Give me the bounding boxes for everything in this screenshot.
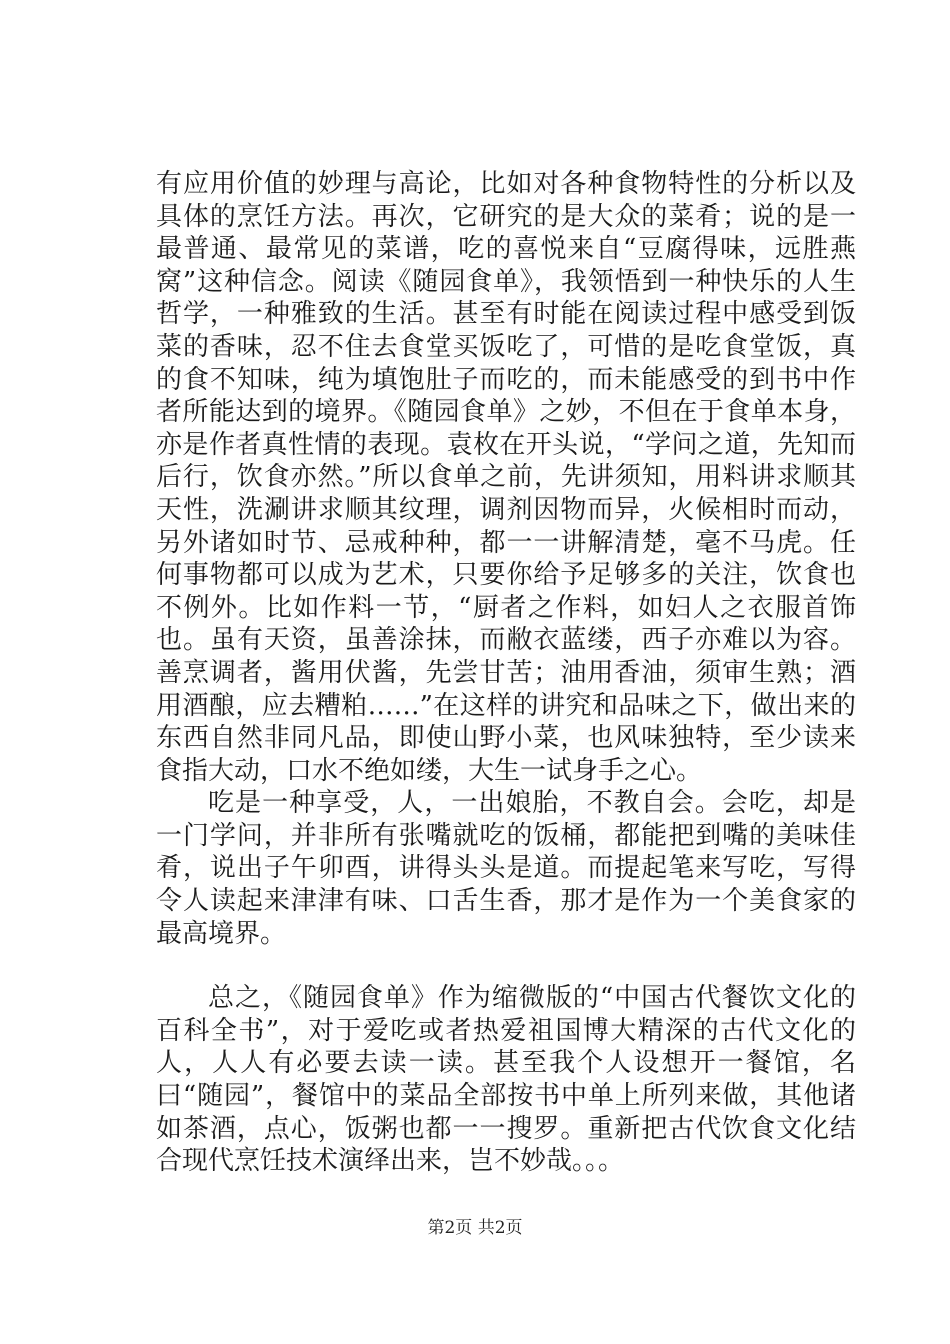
paragraph-eating-enjoyment: 吃是一种享受，人，一出娘胎，不教自会。会吃，却是一门学问，并非所有张嘴就吃的饭桶，都能把到嘴的美味佳肴，说出子午卯酉，讲得头头是道。而提起笔来写吃，写得令人读起来津津有味、口舌生香，那才是作为一个美食家的最高境界。 [156,788,856,949]
page-number-footer: 第2页 共2页 [427,1218,523,1238]
paragraph-conclusion: 总之，《随园食单》作为缩微版的“中国古代餐饮文化的百科全书”，对于爱吃或者热爱祖国博大精深的古代文化的人，人人有必要去读一读。甚至我个人设想开一餐馆，名曰“随园”，餐馆中的菜品全部按书中单上所列来做，其他诸如茶酒，点心，饭粥也都一一搜罗。重新把古代饮食文化结合现代烹饪技术演绎出来，岂不妙哉。。。 [156,983,856,1177]
document-body [156,168,856,1178]
paragraph-continuation: 有应用价值的妙理与高论，比如对各种食物特性的分析以及具体的烹饪方法。再次，它研究的是大众的菜肴；说的是一最普通、最常见的菜谱，吃的喜悦来自“豆腐得味，远胜燕窝”这种信念。阅读《随园食单》，我领悟到一种快乐的人生哲学，一种雅致的生活。甚至有时能在阅读过程中感受到饭菜的香味，忍不住去食堂买饭吃了，可惜的是吃食堂饭，真的食不知味，纯为填饱肚子而吃的，而未能感受的到书中作者所能达到的境界。《随园食单》之妙，不但在于食单本身，亦是作者真性情的表现。袁枚在开头说，“学问之道，先知而后行，饮食亦然。”所以食单之前，先讲须知，用料讲求顺其天性，洗涮讲求顺其纹理，调剂因物而异，火候相时而动，另外诸如时节、忌戒种种，都一一讲解清楚，毫不马虎。任何事物都可以成为艺术，只要你给予足够多的关注，饮食也不例外。比如作料一节，“厨者之作料，如妇人之衣服首饰也。虽有天资，虽善涂抹，而敝衣蓝缕，西子亦难以为容。善烹调者，酱用伏酱，先尝甘苦；油用香油，须审生熟；酒用酒酿，应去糟粕……”在这样的讲究和品味之下，做出来的东西自然非同凡品，即使山野小菜，也风味独特，至少读来食指大动，口水不绝如缕，大生一试身手之心。 [156,169,856,786]
